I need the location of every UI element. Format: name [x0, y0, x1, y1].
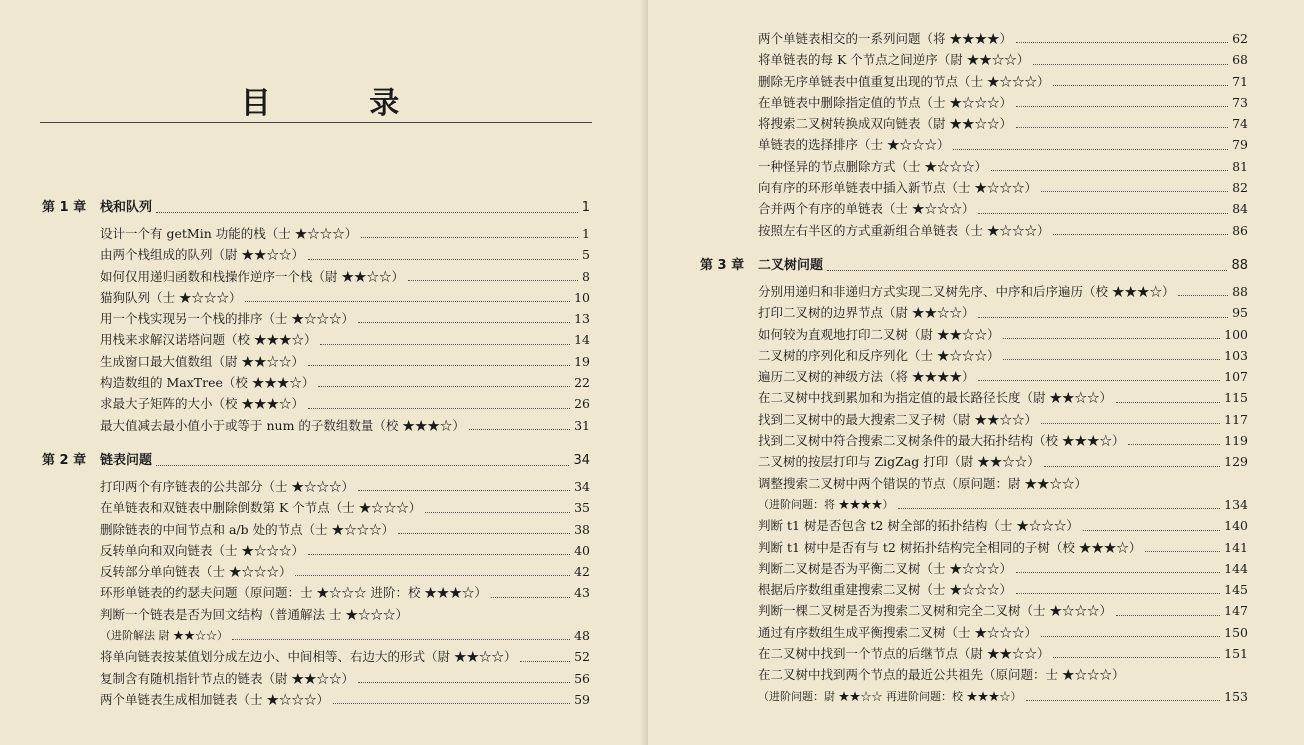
leader-dots — [295, 575, 570, 576]
leader-dots — [358, 490, 570, 491]
entry-label: 打印两个有序链表的公共部分（士 ★☆☆☆） — [100, 478, 354, 494]
toc-entry — [700, 643, 1248, 664]
toc-entry — [42, 582, 590, 603]
leader-dots — [308, 259, 578, 260]
toc-entry — [700, 430, 1248, 451]
entry-label: 判断二叉树是否为平衡二叉树（士 ★☆☆☆） — [758, 560, 1012, 576]
leader-dots — [308, 554, 570, 555]
toc-entry — [700, 324, 1248, 345]
leader-dots — [991, 170, 1228, 171]
leader-dots — [425, 512, 570, 513]
page-number: 86 — [1232, 222, 1248, 238]
toc-entry — [700, 366, 1248, 387]
entry-label: 按照左右半区的方式重新组合单链表（士 ★☆☆☆） — [758, 222, 1050, 238]
toc-right-column — [700, 28, 1248, 707]
entry-label: 判断一棵二叉树是否为搜索二叉树和完全二叉树（士 ★☆☆☆） — [758, 603, 1112, 619]
leader-dots — [1041, 423, 1220, 424]
page-number: 34 — [573, 452, 590, 468]
page-number: 84 — [1232, 201, 1248, 217]
page-number: 81 — [1232, 158, 1248, 174]
entry-label: 合并两个有序的单链表（士 ★☆☆☆） — [758, 201, 975, 217]
title-rule — [40, 122, 592, 123]
page-number: 42 — [574, 564, 590, 580]
entry-label: 二叉树的按层打印与 ZigZag 打印（尉 ★★☆☆） — [758, 454, 1040, 470]
toc-entry — [42, 223, 590, 244]
page-number: 144 — [1224, 560, 1248, 576]
toc-left-column — [42, 197, 590, 710]
toc-entry — [42, 415, 590, 436]
entry-label: （进阶解法 尉 ★★☆☆） — [100, 629, 228, 643]
page-number: 62 — [1232, 31, 1248, 46]
entry-label: 分别用递归和非递归方式实现二叉树先序、中序和后序遍历（校 ★★★☆） — [758, 283, 1175, 299]
chapter-number: 第 1 章 — [42, 200, 87, 215]
toc-entry — [700, 345, 1248, 366]
toc-entry — [42, 540, 590, 561]
entry-label: 两个单链表生成相加链表（士 ★☆☆☆） — [100, 691, 329, 707]
page-number: 145 — [1224, 582, 1248, 598]
entry-label: 删除无序单链表中值重复出现的节点（士 ★☆☆☆） — [758, 73, 1050, 89]
chapter-title: 二叉树问题 — [758, 257, 824, 273]
entry-label: 最大值减去最小值小于或等于 num 的子数组数量（校 ★★★☆） — [100, 417, 465, 433]
entry-label: 两个单链表相交的一系列问题（将 ★★★★） — [758, 31, 1012, 46]
page-number: 79 — [1232, 137, 1248, 153]
toc-entry — [42, 561, 590, 582]
toc-entry — [42, 266, 590, 287]
leader-dots — [1041, 191, 1228, 192]
entry-label: 判断 t1 树是否包含 t2 树全部的拓扑结构（士 ★☆☆☆） — [758, 518, 1079, 534]
entry-label: 构造数组的 MaxTree（校 ★★★☆） — [100, 375, 315, 391]
chapter-number: 第 2 章 — [42, 452, 87, 468]
page-number: 73 — [1232, 94, 1248, 110]
entry-label: 反转部分单向链表（士 ★☆☆☆） — [100, 564, 292, 580]
entry-label: 二叉树的序列化和反序列化（士 ★☆☆☆） — [758, 347, 1000, 363]
page-number: 59 — [574, 691, 590, 707]
leader-dots — [1178, 295, 1228, 296]
page-number: 19 — [574, 353, 590, 369]
entry-label: 一种怪异的节点删除方式（士 ★☆☆☆） — [758, 158, 987, 174]
leader-dots — [1116, 615, 1220, 616]
leader-dots — [156, 465, 569, 466]
leader-dots — [1053, 85, 1228, 86]
entry-label: 通过有序数组生成平衡搜索二叉树（士 ★☆☆☆） — [758, 624, 1037, 640]
toc-entry — [700, 281, 1248, 302]
page-number: 1 — [582, 226, 590, 241]
toc-entry — [42, 308, 590, 329]
entry-label: 在单链表中删除指定值的节点（士 ★☆☆☆） — [758, 94, 1012, 110]
entry-label: 将单链表的每 K 个节点之间逆序（尉 ★★☆☆） — [758, 52, 1030, 68]
leader-dots — [978, 213, 1228, 214]
toc-entry — [42, 244, 590, 265]
toc-entry — [42, 604, 590, 625]
leader-dots — [308, 365, 570, 366]
page-number: 74 — [1232, 116, 1248, 132]
page-title: 目 录 — [240, 86, 444, 121]
leader-dots — [245, 301, 570, 302]
right-page — [648, 0, 1304, 745]
leader-dots — [232, 639, 570, 640]
page-number: 8 — [582, 268, 590, 284]
toc-entry — [42, 372, 590, 393]
leader-dots — [1116, 402, 1220, 403]
page-number: 107 — [1224, 369, 1248, 385]
entry-label: 根据后序数组重建搜索二叉树（士 ★☆☆☆） — [758, 582, 1012, 598]
page-number: 13 — [574, 311, 590, 327]
leader-dots — [318, 386, 570, 387]
entry-label: 设计一个有 getMin 功能的栈（士 ★☆☆☆） — [100, 226, 358, 241]
entry-label: 猫狗队列（士 ★☆☆☆） — [100, 289, 242, 305]
page-number: 34 — [574, 478, 590, 494]
chapter-title: 栈和队列 — [100, 200, 153, 215]
page-number: 52 — [574, 649, 590, 665]
toc-entry — [42, 625, 590, 646]
page-number: 5 — [582, 247, 590, 263]
page-number: 1 — [581, 200, 590, 215]
entry-label: 判断一个链表是否为回文结构（普通解法 士 ★☆☆☆） — [100, 606, 408, 622]
page-number: 35 — [574, 500, 590, 516]
entry-label: 复制含有随机指针节点的链表（尉 ★★☆☆） — [100, 670, 354, 686]
entry-label: 在二叉树中找到累加和为指定值的最长路径长度（尉 ★★☆☆） — [758, 390, 1112, 406]
leader-dots — [1145, 551, 1220, 552]
page-number: 151 — [1224, 646, 1248, 662]
entry-label: 在二叉树中找到一个节点的后继节点（尉 ★★☆☆） — [758, 646, 1050, 662]
leader-dots — [1016, 127, 1228, 128]
leader-dots — [1041, 636, 1220, 637]
page-number: 115 — [1224, 390, 1248, 406]
leader-dots — [1016, 593, 1220, 594]
leader-dots — [398, 533, 570, 534]
page-number: 129 — [1224, 454, 1248, 470]
entry-label: （进阶问题：尉 ★★☆☆ 再进阶问题：校 ★★★☆） — [758, 689, 1022, 703]
page-number: 117 — [1224, 411, 1248, 427]
toc-entry — [700, 28, 1248, 49]
entry-label: 求最大子矩阵的大小（校 ★★★☆） — [100, 396, 304, 412]
leader-dots — [1053, 234, 1228, 235]
toc-entry — [700, 134, 1248, 155]
toc-entry — [700, 451, 1248, 472]
entry-label: 调整搜索二叉树中两个错误的节点（原问题：尉 ★★☆☆） — [758, 475, 1087, 491]
toc-chapter — [700, 255, 1248, 277]
leader-dots — [1053, 657, 1220, 658]
entry-label: 判断 t1 树中是否有与 t2 树拓扑结构完全相同的子树（校 ★★★☆） — [758, 539, 1142, 555]
entry-label: 用栈来求解汉诺塔问题（校 ★★★☆） — [100, 332, 317, 348]
entry-label: 用一个栈实现另一个栈的排序（士 ★☆☆☆） — [100, 311, 354, 327]
toc-entry — [700, 177, 1248, 198]
entry-label: 在单链表和双链表中删除倒数第 K 个节点（士 ★☆☆☆） — [100, 500, 422, 516]
entry-label: 找到二叉树中的最大搜索二叉子树（尉 ★★☆☆） — [758, 411, 1037, 427]
page-number: 100 — [1224, 326, 1248, 342]
leader-dots — [1016, 42, 1228, 43]
toc-entry — [700, 686, 1248, 707]
leader-dots — [827, 270, 1227, 271]
toc-entry — [42, 287, 590, 308]
entry-label: 如何较为直观地打印二叉树（尉 ★★☆☆） — [758, 326, 1000, 342]
entry-label: 由两个栈组成的队列（尉 ★★☆☆） — [100, 247, 304, 263]
toc-entry — [700, 579, 1248, 600]
leader-dots — [333, 703, 570, 704]
leader-dots — [1003, 338, 1220, 339]
leader-dots — [898, 508, 1221, 509]
leader-dots — [1026, 700, 1221, 701]
leader-dots — [1083, 530, 1220, 531]
toc-chapter — [42, 197, 590, 219]
toc-entry — [700, 113, 1248, 134]
toc-entry — [700, 600, 1248, 621]
toc-entry — [700, 473, 1248, 494]
page-number: 68 — [1232, 52, 1248, 68]
page-number: 10 — [574, 289, 590, 305]
page-number: 43 — [574, 585, 590, 601]
entry-label: 将搜索二叉树转换成双向链表（尉 ★★☆☆） — [758, 116, 1012, 132]
toc-chapter — [42, 450, 590, 472]
chapter-number: 第 3 章 — [700, 257, 745, 273]
entry-label: 单链表的选择排序（士 ★☆☆☆） — [758, 137, 950, 153]
page-number: 48 — [574, 628, 590, 644]
leader-dots — [156, 212, 578, 213]
toc-entry — [700, 156, 1248, 177]
page-number: 147 — [1224, 603, 1248, 619]
leader-dots — [408, 280, 578, 281]
page-number: 82 — [1232, 180, 1248, 196]
entry-label: 删除链表的中间节点和 a/b 处的节点（士 ★☆☆☆） — [100, 521, 395, 537]
toc-entry — [700, 198, 1248, 219]
toc-entry — [42, 476, 590, 497]
toc-entry — [700, 537, 1248, 558]
leader-dots — [1044, 466, 1220, 467]
page-number: 71 — [1232, 73, 1248, 89]
toc-entry — [700, 515, 1248, 536]
leader-dots — [1128, 444, 1220, 445]
toc-entry — [42, 329, 590, 350]
toc-entry — [42, 668, 590, 689]
page-number: 31 — [574, 417, 590, 433]
toc-entry — [700, 71, 1248, 92]
entry-label: 生成窗口最大值数组（尉 ★★☆☆） — [100, 353, 304, 369]
leader-dots — [1033, 64, 1228, 65]
toc-entry — [700, 409, 1248, 430]
page-number: 40 — [574, 542, 590, 558]
page-number: 14 — [574, 332, 590, 348]
leader-dots — [320, 344, 570, 345]
entry-label: 如何仅用递归函数和栈操作逆序一个栈（尉 ★★☆☆） — [100, 268, 404, 284]
entry-label: 向有序的环形单链表中插入新节点（士 ★☆☆☆） — [758, 180, 1037, 196]
page-number: 22 — [574, 375, 590, 391]
leader-dots — [358, 322, 570, 323]
toc-entry — [700, 92, 1248, 113]
toc-entry — [700, 664, 1248, 685]
left-page — [0, 0, 648, 745]
leader-dots — [978, 380, 1220, 381]
page-number: 103 — [1224, 347, 1248, 363]
chapter-title: 链表问题 — [100, 452, 153, 468]
toc-entry — [42, 646, 590, 667]
leader-dots — [1016, 572, 1220, 573]
page-number: 140 — [1224, 518, 1248, 534]
toc-entry — [42, 497, 590, 518]
page-number: 26 — [574, 396, 590, 412]
page-number: 134 — [1224, 496, 1248, 512]
leader-dots — [978, 317, 1228, 318]
page-number: 38 — [574, 521, 590, 537]
entry-label: 找到二叉树中符合搜索二叉树条件的最大拓扑结构（校 ★★★☆） — [758, 433, 1125, 449]
leader-dots — [1016, 106, 1228, 107]
page-number: 88 — [1232, 283, 1248, 299]
toc-entry — [700, 387, 1248, 408]
leader-dots — [308, 408, 570, 409]
toc-entry — [700, 49, 1248, 70]
entry-label: 环形单链表的约瑟夫问题（原问题：士 ★☆☆☆ 进阶：校 ★★★☆） — [100, 585, 487, 601]
entry-label: 遍历二叉树的神级方法（将 ★★★★） — [758, 369, 975, 385]
entry-label: 打印二叉树的边界节点（尉 ★★☆☆） — [758, 305, 975, 321]
leader-dots — [361, 237, 578, 238]
page-number: 119 — [1224, 433, 1248, 449]
page-number: 153 — [1224, 688, 1248, 704]
leader-dots — [358, 682, 570, 683]
toc-entry — [700, 220, 1248, 241]
page-number: 141 — [1224, 539, 1248, 555]
toc-entry — [700, 558, 1248, 579]
leader-dots — [1003, 359, 1220, 360]
toc-entry — [700, 302, 1248, 323]
entry-label: （进阶问题：将 ★★★★） — [758, 497, 894, 511]
toc-entry — [700, 622, 1248, 643]
leader-dots — [520, 661, 570, 662]
entry-label: 将单向链表按某值划分成左边小、中间相等、右边大的形式（尉 ★★☆☆） — [100, 649, 517, 665]
page-number: 88 — [1231, 257, 1248, 273]
page-number: 56 — [574, 670, 590, 686]
toc-entry — [42, 519, 590, 540]
toc-entry — [42, 351, 590, 372]
page-number: 150 — [1224, 624, 1248, 640]
leader-dots — [953, 149, 1228, 150]
entry-label: 在二叉树中找到两个节点的最近公共祖先（原问题：士 ★☆☆☆） — [758, 667, 1125, 683]
toc-entry — [42, 689, 590, 710]
toc-entry — [700, 494, 1248, 515]
entry-label: 反转单向和双向链表（士 ★☆☆☆） — [100, 542, 304, 558]
leader-dots — [491, 597, 570, 598]
leader-dots — [469, 429, 570, 430]
toc-entry — [42, 393, 590, 414]
page-number: 95 — [1232, 305, 1248, 321]
